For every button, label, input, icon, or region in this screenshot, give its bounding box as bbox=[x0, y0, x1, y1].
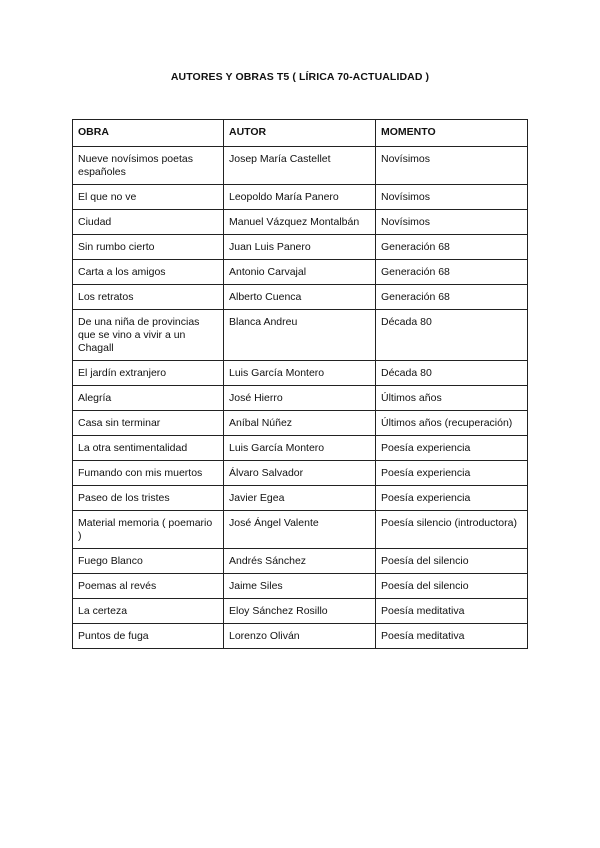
cell-momento: Poesía silencio (introductora) bbox=[376, 511, 528, 549]
table-row bbox=[73, 486, 528, 511]
table-row bbox=[73, 285, 528, 310]
table-row bbox=[73, 411, 528, 436]
column-header-momento: MOMENTO bbox=[376, 120, 528, 147]
column-header-autor: AUTOR bbox=[224, 120, 376, 147]
cell-momento: Poesía del silencio bbox=[376, 549, 528, 574]
cell-momento: Poesía experiencia bbox=[376, 436, 528, 461]
table-row bbox=[73, 310, 528, 361]
cell-obra: Ciudad bbox=[73, 210, 224, 235]
page-title: AUTORES Y OBRAS T5 ( LÍRICA 70-ACTUALIDAD ) bbox=[170, 71, 430, 83]
cell-momento: Últimos años (recuperación) bbox=[376, 411, 528, 436]
cell-momento: Poesía meditativa bbox=[376, 599, 528, 624]
cell-obra: El jardín extranjero bbox=[73, 361, 224, 386]
cell-autor: Lorenzo Oliván bbox=[224, 624, 376, 649]
cell-obra: Poemas al revés bbox=[73, 574, 224, 599]
cell-obra: Carta a los amigos bbox=[73, 260, 224, 285]
cell-momento: Generación 68 bbox=[376, 235, 528, 260]
table-row bbox=[73, 386, 528, 411]
cell-momento: Generación 68 bbox=[376, 285, 528, 310]
cell-obra: La certeza bbox=[73, 599, 224, 624]
cell-momento: Últimos años bbox=[376, 386, 528, 411]
cell-autor: Jaime Siles bbox=[224, 574, 376, 599]
table-header-row bbox=[73, 120, 528, 147]
cell-momento: Novísimos bbox=[376, 147, 528, 185]
table-row bbox=[73, 599, 528, 624]
cell-autor: Álvaro Salvador bbox=[224, 461, 376, 486]
cell-autor: Luis García Montero bbox=[224, 436, 376, 461]
cell-momento: Poesía del silencio bbox=[376, 574, 528, 599]
table-row bbox=[73, 260, 528, 285]
cell-obra: El que no ve bbox=[73, 185, 224, 210]
cell-autor: José Hierro bbox=[224, 386, 376, 411]
cell-autor: José Ángel Valente bbox=[224, 511, 376, 549]
cell-obra: Alegría bbox=[73, 386, 224, 411]
cell-obra: Puntos de fuga bbox=[73, 624, 224, 649]
cell-momento: Poesía experiencia bbox=[376, 486, 528, 511]
cell-autor: Javier Egea bbox=[224, 486, 376, 511]
table-row bbox=[73, 511, 528, 549]
cell-autor: Manuel Vázquez Montalbán bbox=[224, 210, 376, 235]
cell-autor: Antonio Carvajal bbox=[224, 260, 376, 285]
cell-obra: De una niña de provincias que se vino a vivir a un Chagall bbox=[73, 310, 224, 361]
cell-autor: Leopoldo María Panero bbox=[224, 185, 376, 210]
table-row bbox=[73, 461, 528, 486]
cell-obra: Los retratos bbox=[73, 285, 224, 310]
cell-autor: Andrés Sánchez bbox=[224, 549, 376, 574]
table-row bbox=[73, 549, 528, 574]
table-row bbox=[73, 235, 528, 260]
cell-momento: Novísimos bbox=[376, 185, 528, 210]
cell-obra: Fuego Blanco bbox=[73, 549, 224, 574]
cell-obra: Material memoria ( poemario ) bbox=[73, 511, 224, 549]
column-header-obra: OBRA bbox=[73, 120, 224, 147]
cell-autor: Juan Luis Panero bbox=[224, 235, 376, 260]
table-row bbox=[73, 147, 528, 185]
cell-autor: Josep María Castellet bbox=[224, 147, 376, 185]
cell-obra: Nueve novísimos poetas españoles bbox=[73, 147, 224, 185]
cell-obra: Fumando con mis muertos bbox=[73, 461, 224, 486]
cell-momento: Novísimos bbox=[376, 210, 528, 235]
cell-autor: Alberto Cuenca bbox=[224, 285, 376, 310]
cell-obra: Paseo de los tristes bbox=[73, 486, 224, 511]
cell-momento: Generación 68 bbox=[376, 260, 528, 285]
cell-obra: La otra sentimentalidad bbox=[73, 436, 224, 461]
works-table bbox=[72, 119, 528, 649]
cell-obra: Sin rumbo cierto bbox=[73, 235, 224, 260]
cell-obra: Casa sin terminar bbox=[73, 411, 224, 436]
table-row bbox=[73, 574, 528, 599]
cell-autor: Eloy Sánchez Rosillo bbox=[224, 599, 376, 624]
cell-momento: Poesía meditativa bbox=[376, 624, 528, 649]
table-row bbox=[73, 210, 528, 235]
table-row bbox=[73, 185, 528, 210]
cell-autor: Luis García Montero bbox=[224, 361, 376, 386]
table-row bbox=[73, 436, 528, 461]
cell-autor: Blanca Andreu bbox=[224, 310, 376, 361]
table-row bbox=[73, 361, 528, 386]
cell-momento: Década 80 bbox=[376, 310, 528, 361]
table-row bbox=[73, 624, 528, 649]
cell-momento: Poesía experiencia bbox=[376, 461, 528, 486]
cell-momento: Década 80 bbox=[376, 361, 528, 386]
cell-autor: Aníbal Núñez bbox=[224, 411, 376, 436]
